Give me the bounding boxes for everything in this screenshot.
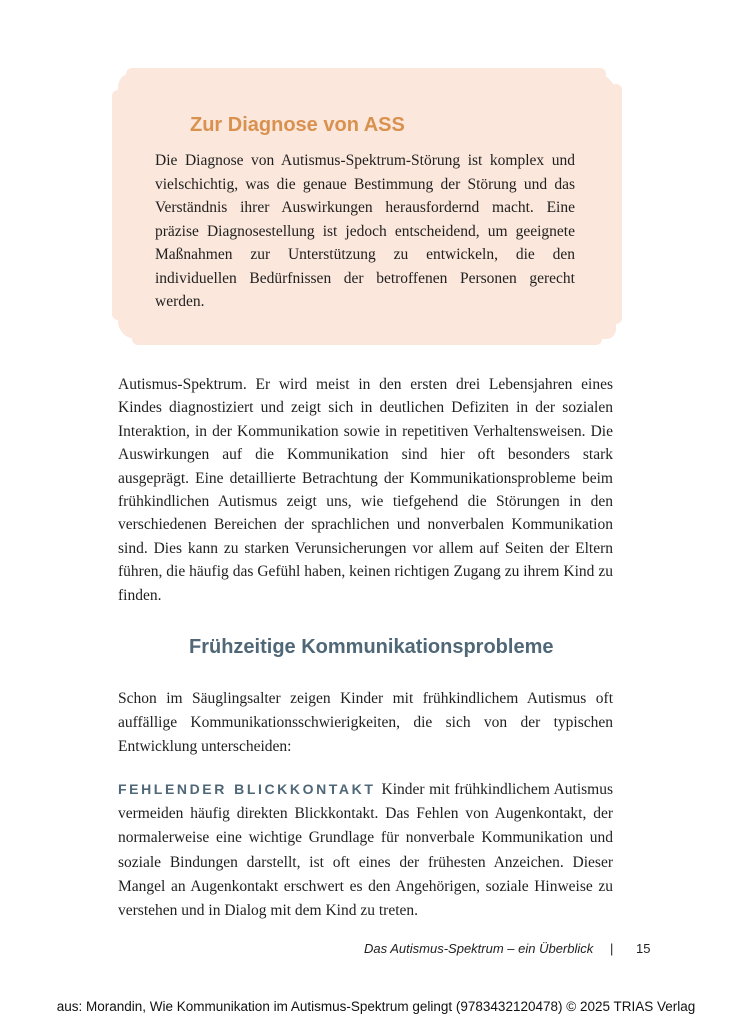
info-box-edge-right [610, 84, 622, 324]
body-paragraph-2: Schon im Säuglingsalter zeigen Kinder mit frühkindlichem Autismus oft auffällige Kommunikationsschwierigkeiten, die sich von der typischen Entwicklung unterscheiden: [118, 690, 613, 755]
info-box-edge-top [126, 68, 606, 80]
info-box-text: Die Diagnose von Autismus-Spektrum-Störung ist komplex und vielschichtig, was die genaue Bestimmung der Störung und das Verständnis ihrer Auswirkungen herausfordernd macht. Eine präzise Diagnosestellung ist jedoch entscheidend, um geeignete Maßnahmen zur Unterstützung zu entwickeln, die den individuellen Bedürfnissen der betroffenen Personen gerecht werden. [155, 152, 575, 310]
footer-separator: | [610, 941, 614, 956]
section-heading: Frühzeitige Kommunikationsprobleme [189, 636, 554, 658]
info-box-edge-bottom [132, 333, 602, 345]
page-number: 15 [636, 941, 651, 956]
body-paragraph-1: Autismus-Spektrum. Er wird meist in den ersten drei Lebensjahren eines Kindes diagnostiziert und zeigt sich in deutlichen Defiziten in der sozialen Interaktion, in der Kommunikation sowie in repetitiven Verhaltensweisen. Die Auswirkungen auf die Kommunikation sind hier oft besonders stark ausgeprägt. Eine detaillierte Betrachtung der Kommunikationsprobleme beim frühkindlichen Autismus zeigt uns, wie tiefgehend die Störungen in den verschiedenen Bereichen der sprachlichen und nonverbalen Kommunikation sind. Dies kann zu starken Verunsicherungen vor allem auf Seiten der Eltern führen, die häufig das Gefühl haben, keinen richtigen Zugang zu ihrem Kind zu finden. [118, 376, 613, 604]
runin-heading: FEHLENDER BLICKKONTAKT [118, 781, 376, 797]
body-paragraph-3-text: Kinder mit frühkindlichem Autismus vermeiden häufig direkten Blickkontakt. Das Fehlen von Augenkontakt, der normalerweise eine wichtige Grundlage für nonverbale Kommunikation und soziale Bindungen darstellt, ist oft eines der frühesten Anzeichen. Dieser Mangel an Augenkontakt erschwert es den Angehörigen, soziale Hinweise zu verstehen und in Dialog mit dem Kind zu treten. [118, 781, 613, 920]
running-title: Das Autismus-Spektrum – ein Überblick [364, 941, 594, 956]
source-line: aus: Morandin, Wie Kommunikation im Autismus-Spektrum gelingt (9783432120478) © 2025 TRIAS Verlag [56, 999, 696, 1014]
body-paragraph-3 [118, 777, 613, 923]
info-box-edge-left [112, 90, 124, 320]
info-box-title: Zur Diagnose von ASS [190, 114, 405, 136]
